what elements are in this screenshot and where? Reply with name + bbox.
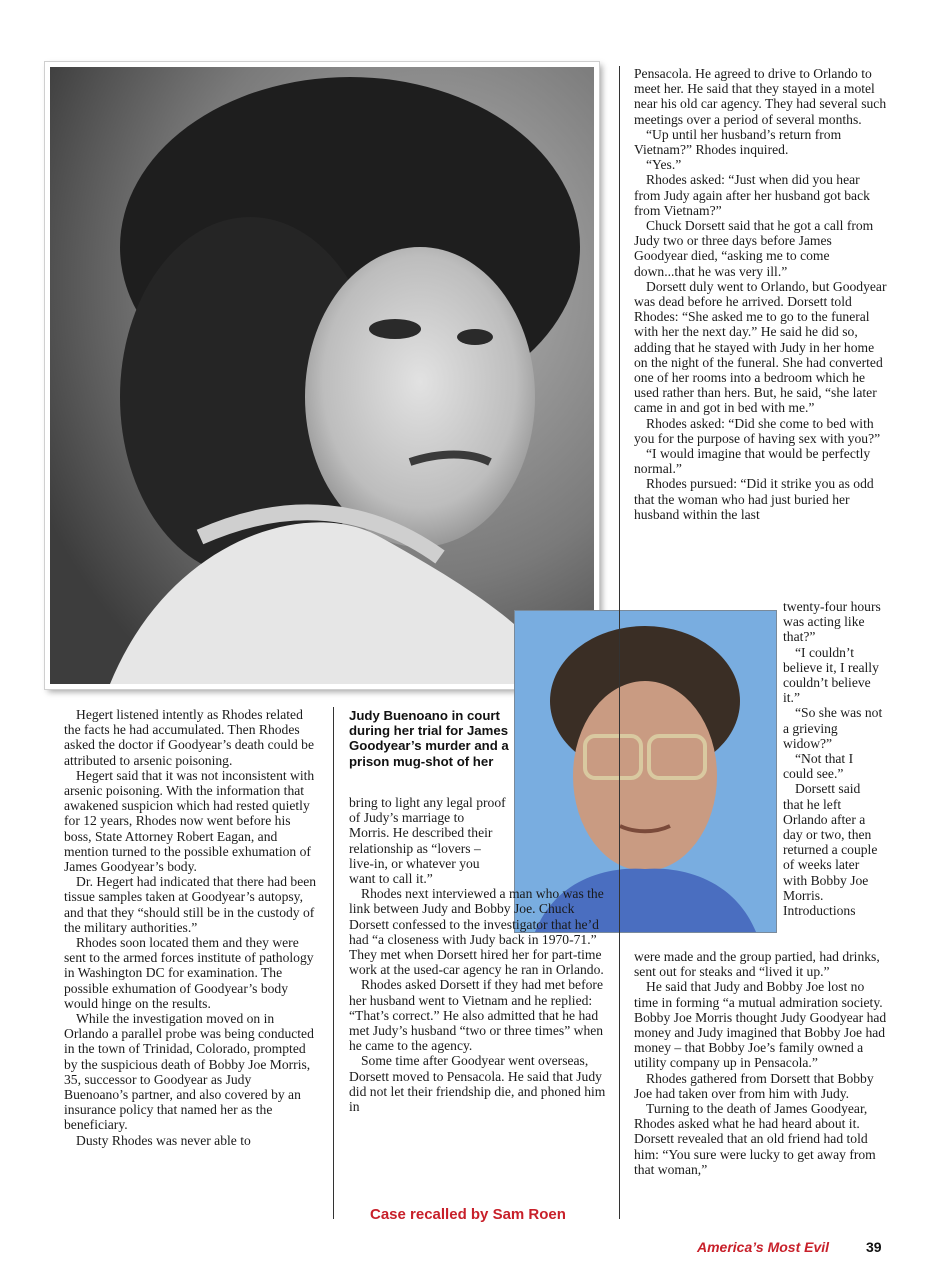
column-2 <box>349 795 609 1114</box>
byline: Case recalled by Sam Roen <box>370 1206 566 1223</box>
col1-paragraph: Hegert said that it was not inconsistent with arsenic poisoning. With the information that awakened suspicion which had rested quietly for 12 years, Rhodes now went before his boss, State Attorney Robert Eagan, and mention turned to the possible exhumation of James Goodyear’s body. <box>64 767 315 875</box>
col1-paragraph: While the investigation moved on in Orlando a parallel probe was being conducted in the town of Trinidad, Colorado, prompted by the suspicious death of Bobby Joe Morris, 35, successor to Goodyear as Judy Buenoano’s partner, and also covered by an insurance policy that named her as the beneficiary. <box>64 1011 314 1133</box>
col3-paragraph: “So she was not a grieving widow?” <box>783 705 883 751</box>
col3-paragraph: “Not that I could see.” <box>783 751 854 782</box>
column-1 <box>64 707 318 1148</box>
portrait-illustration <box>50 67 594 684</box>
col3-paragraph: were made and the group partied, had drinks, sent out for steaks and “lived it up.” <box>634 949 880 980</box>
col2-paragraph: bring to light any legal proof of Judy’s marriage to Morris. He described their relationship as “lovers – live-in, or whatever you want to call it.” <box>349 795 506 887</box>
column-divider <box>333 707 334 1219</box>
col3-paragraph: “I couldn’t believe it, I really couldn’t believe it.” <box>783 644 879 706</box>
col3-paragraph: twenty-four hours was acting like that?” <box>783 599 881 645</box>
col3-paragraph: Rhodes gathered from Dorsett that Bobby Joe had taken over from him with Judy. <box>634 1070 874 1101</box>
col1-paragraph: Hegert listened intently as Rhodes related the facts he had accumulated. Then Rhodes asked the doctor if Goodyear’s death could be attributed to arsenic poisoning. <box>64 707 315 768</box>
col3-paragraph: Chuck Dorsett said that he got a call from Judy two or three days before James Goodyear died, “asking me to come down...that he was very ill.” <box>634 218 874 279</box>
col2-paragraph: Rhodes asked Dorsett if they had met before her husband went to Vietnam and he replied: “That’s correct.” He also admitted that he had met Judy’s husband “two or three times” when he came to the agency. <box>349 977 604 1054</box>
col3-paragraph: “Yes.” <box>646 157 682 173</box>
column-3-bottom <box>634 949 888 1177</box>
col3-paragraph: Rhodes asked: “Just when did you hear from Judy again after her husband got back from Vietnam?” <box>634 172 870 218</box>
col3-paragraph: Rhodes asked: “Did she come to bed with you for the purpose of having sex with you?” <box>634 415 881 446</box>
page-number: 39 <box>866 1239 882 1255</box>
col1-paragraph: Dusty Rhodes was never able to <box>76 1132 251 1148</box>
col3-paragraph: “I would imagine that would be perfectly normal.” <box>634 446 871 477</box>
main-photo <box>45 62 599 689</box>
col3-paragraph: Rhodes pursued: “Did it strike you as odd that the woman who had just buried her husband within the last <box>634 476 874 522</box>
col3-paragraph: “Up until her husband’s return from Vietnam?” Rhodes inquired. <box>634 126 842 158</box>
col1-paragraph: Dr. Hegert had indicated that there had been tissue samples taken at Goodyear’s autopsy, and that they “should still be in the custody of the military authorities.” <box>64 874 317 935</box>
col2-paragraph: Rhodes next interviewed a man who was the link between Judy and Bobby Joe. Chuck Dorsett confessed to the investigator that he’d had “a closeness with Judy back in 1970-71.” They met when Dorsett hired her for part-time work at the used-car agency he ran in Orlando. <box>349 886 604 978</box>
column-3-narrow <box>783 599 883 918</box>
portrait-image <box>50 67 594 684</box>
col3-paragraph: Dorsett duly went to Orlando, but Goodyear was dead before he arrived. Dorsett told Rhodes: “She asked me to go to the funeral with her the next day.” He said he did so, adding that he stayed with Judy in her home on the night of the funeral. She had converted one of her rooms into a bedroom which he used rather than hers. But, he said, “she later came in and got in bed with me.” <box>634 278 887 416</box>
col3-paragraph: Dorsett said that he left Orlando after a day or two, then returned a couple of weeks later with Bobby Joe Morris. Introductions <box>783 781 878 919</box>
footer-publication: America’s Most Evil <box>697 1239 830 1255</box>
col2-paragraph: Some time after Goodyear went overseas, Dorsett moved to Pensacola. He said that Judy did not let their friendship die, and phoned him in <box>349 1053 606 1115</box>
photo-caption: Judy Buenoano in court during her trial for James Goodyear’s murder and a prison mug-shot of her <box>349 708 509 769</box>
column-3-top <box>634 66 888 522</box>
col3-paragraph: Turning to the death of James Goodyear, Rhodes asked what he had heard about it. Dorsett revealed that an old friend had told him: “You sure were lucky to get away from that woman,” <box>634 1101 876 1177</box>
col3-paragraph: He said that Judy and Bobby Joe lost no time in forming “a mutual admiration society. Bobby Joe Morris thought Judy Goodyear had money and Judy imagined that Bobby Joe had money – that Bobby Joe’s family owned a utility company up in Pensacola.” <box>634 979 887 1071</box>
column-divider <box>619 66 620 1219</box>
col3-paragraph: Pensacola. He agreed to drive to Orlando to meet her. He said that they stayed in a motel near his old car agency. They had several such meetings over a period of several months. <box>634 66 887 127</box>
col1-paragraph: Rhodes soon located them and they were sent to the armed forces institute of pathology in Washington DC for examination. The possible exhumation of Goodyear’s body would hinge on the results. <box>64 935 314 1011</box>
